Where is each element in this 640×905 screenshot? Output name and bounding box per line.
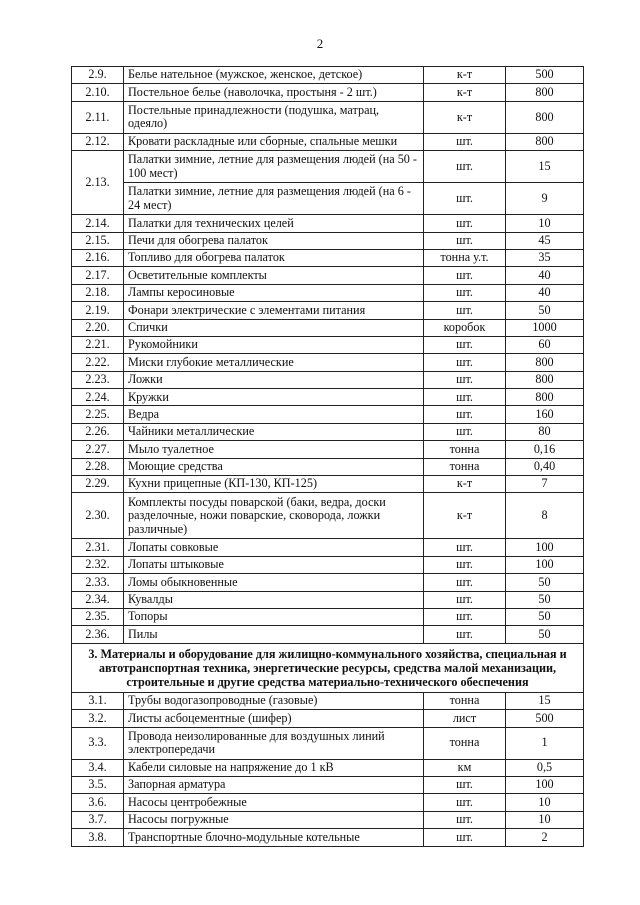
row-number: 3.1. [72, 692, 124, 709]
item-unit: лист [424, 710, 506, 727]
table-row [72, 829, 584, 846]
table-row [72, 727, 584, 759]
item-quantity: 800 [506, 84, 584, 101]
table-row [72, 336, 584, 353]
table-row [72, 406, 584, 423]
item-quantity: 800 [506, 133, 584, 150]
table-row [72, 441, 584, 458]
item-unit: шт. [424, 133, 506, 150]
table-row [72, 84, 584, 101]
item-unit: шт. [424, 371, 506, 388]
item-quantity: 0,5 [506, 759, 584, 776]
row-number: 2.33. [72, 574, 124, 591]
item-quantity: 50 [506, 591, 584, 608]
item-name: Лопаты совковые [124, 539, 424, 556]
row-number: 2.15. [72, 232, 124, 249]
row-number: 2.31. [72, 539, 124, 556]
item-quantity: 1 [506, 727, 584, 759]
table-row [72, 302, 584, 319]
item-name: Насосы погружные [124, 811, 424, 828]
row-number: 2.20. [72, 319, 124, 336]
item-unit: шт. [424, 215, 506, 232]
item-quantity: 50 [506, 608, 584, 625]
row-number: 3.8. [72, 829, 124, 846]
row-number: 2.23. [72, 371, 124, 388]
row-number: 3.6. [72, 794, 124, 811]
item-quantity: 7 [506, 476, 584, 493]
table-row [72, 371, 584, 388]
page-number: 2 [316, 36, 324, 51]
item-quantity: 35 [506, 249, 584, 266]
item-name: Фонари электрические с элементами питания [124, 302, 424, 319]
row-number: 2.10. [72, 84, 124, 101]
item-name: Моющие средства [124, 458, 424, 475]
item-quantity: 800 [506, 101, 584, 133]
item-name: Осветительные комплекты [124, 267, 424, 284]
row-number: 2.18. [72, 284, 124, 301]
row-number: 2.14. [72, 215, 124, 232]
item-unit: шт. [424, 626, 506, 643]
item-quantity: 0,16 [506, 441, 584, 458]
item-unit: коробок [424, 319, 506, 336]
table-row [72, 319, 584, 336]
item-name: Транспортные блочно-модульные котельные [124, 829, 424, 846]
item-unit: шт. [424, 423, 506, 440]
table-row [72, 267, 584, 284]
item-unit: шт. [424, 406, 506, 423]
item-name: Лампы керосиновые [124, 284, 424, 301]
row-number: 2.36. [72, 626, 124, 643]
item-name: Палатки зимние, летние для размещения людей (на 50 - 100 мест) [124, 151, 424, 183]
row-number: 2.25. [72, 406, 124, 423]
item-name: Постельное белье (наволочка, простыня - 2 шт.) [124, 84, 424, 101]
row-number: 2.22. [72, 354, 124, 371]
item-quantity: 10 [506, 215, 584, 232]
row-number: 2.27. [72, 441, 124, 458]
item-unit: шт. [424, 608, 506, 625]
item-quantity: 15 [506, 692, 584, 709]
table-row [72, 232, 584, 249]
item-unit: шт. [424, 591, 506, 608]
table-row [72, 151, 584, 183]
row-number: 2.24. [72, 389, 124, 406]
table-row [72, 389, 584, 406]
row-number: 2.26. [72, 423, 124, 440]
table-row [72, 591, 584, 608]
row-number: 2.35. [72, 608, 124, 625]
row-number: 2.32. [72, 556, 124, 573]
item-unit: тонна [424, 441, 506, 458]
item-quantity: 160 [506, 406, 584, 423]
table-row [72, 101, 584, 133]
row-number: 2.11. [72, 101, 124, 133]
item-quantity: 8 [506, 493, 584, 539]
item-unit: тонна [424, 458, 506, 475]
section-heading: 3. Материалы и оборудование для жилищно-коммунального хозяйства, специальная и автотранспортная техника, энергетические ресурсы, средства малой механизации, строительные и другие средства материально-технического обеспечения [72, 643, 584, 692]
item-quantity: 40 [506, 284, 584, 301]
item-name: Ложки [124, 371, 424, 388]
row-number: 2.28. [72, 458, 124, 475]
item-unit: к-т [424, 476, 506, 493]
item-unit: к-т [424, 493, 506, 539]
item-name: Пилы [124, 626, 424, 643]
row-number: 2.13. [72, 151, 124, 215]
item-name: Кровати раскладные или сборные, спальные мешки [124, 133, 424, 150]
table-row [72, 423, 584, 440]
item-name: Ломы обыкновенные [124, 574, 424, 591]
item-unit: шт. [424, 794, 506, 811]
item-unit: тонна у.т. [424, 249, 506, 266]
item-quantity: 15 [506, 151, 584, 183]
row-number: 2.17. [72, 267, 124, 284]
table-row [72, 692, 584, 709]
item-name: Трубы водогазопроводные (газовые) [124, 692, 424, 709]
table-row [72, 133, 584, 150]
item-quantity: 9 [506, 183, 584, 215]
table-row [72, 574, 584, 591]
item-name: Кувалды [124, 591, 424, 608]
table-row [72, 710, 584, 727]
item-unit: шт. [424, 389, 506, 406]
section-heading-row [72, 643, 584, 692]
item-name: Печи для обогрева палаток [124, 232, 424, 249]
table-row [72, 354, 584, 371]
item-quantity: 100 [506, 556, 584, 573]
item-unit: тонна [424, 692, 506, 709]
table-row [72, 476, 584, 493]
row-number: 3.7. [72, 811, 124, 828]
item-quantity: 50 [506, 626, 584, 643]
item-name: Белье нательное (мужское, женское, детское) [124, 67, 424, 84]
table-row [72, 458, 584, 475]
item-name: Палатки для технических целей [124, 215, 424, 232]
item-name: Лопаты штыковые [124, 556, 424, 573]
item-unit: шт. [424, 776, 506, 793]
item-name: Ведра [124, 406, 424, 423]
table-row [72, 493, 584, 539]
table-row [72, 249, 584, 266]
item-quantity: 800 [506, 354, 584, 371]
item-quantity: 2 [506, 829, 584, 846]
item-name: Насосы центробежные [124, 794, 424, 811]
item-quantity: 100 [506, 776, 584, 793]
item-quantity: 50 [506, 302, 584, 319]
item-name: Кабели силовые на напряжение до 1 кВ [124, 759, 424, 776]
item-unit: шт. [424, 556, 506, 573]
item-quantity: 10 [506, 811, 584, 828]
row-number: 3.2. [72, 710, 124, 727]
item-unit: шт. [424, 232, 506, 249]
item-unit: шт. [424, 811, 506, 828]
item-quantity: 50 [506, 574, 584, 591]
item-quantity: 500 [506, 710, 584, 727]
item-unit: км [424, 759, 506, 776]
item-unit: шт. [424, 539, 506, 556]
item-quantity: 800 [506, 389, 584, 406]
item-name: Мыло туалетное [124, 441, 424, 458]
item-name: Кружки [124, 389, 424, 406]
item-quantity: 80 [506, 423, 584, 440]
row-number: 3.5. [72, 776, 124, 793]
item-unit: к-т [424, 67, 506, 84]
item-quantity: 10 [506, 794, 584, 811]
items-table-body [72, 67, 584, 847]
item-name: Кухни прицепные (КП-130, КП-125) [124, 476, 424, 493]
item-name: Чайники металлические [124, 423, 424, 440]
item-quantity: 0,40 [506, 458, 584, 475]
table-row [72, 215, 584, 232]
row-number: 2.16. [72, 249, 124, 266]
item-quantity: 60 [506, 336, 584, 353]
row-number: 2.30. [72, 493, 124, 539]
item-unit: шт. [424, 267, 506, 284]
item-unit: шт. [424, 574, 506, 591]
item-name: Топливо для обогрева палаток [124, 249, 424, 266]
table-row [72, 608, 584, 625]
item-name: Провода неизолированные для воздушных линий электропередачи [124, 727, 424, 759]
item-name: Рукомойники [124, 336, 424, 353]
item-unit: шт. [424, 302, 506, 319]
item-unit: к-т [424, 101, 506, 133]
table-row [72, 759, 584, 776]
table-row [72, 284, 584, 301]
table-row [72, 626, 584, 643]
table-row [72, 67, 584, 84]
item-name: Топоры [124, 608, 424, 625]
row-number: 3.3. [72, 727, 124, 759]
row-number: 2.34. [72, 591, 124, 608]
row-number: 2.21. [72, 336, 124, 353]
item-name: Комплекты посуды поварской (баки, ведра, доски разделочные, ножи поварские, сковорода, ложки различные) [124, 493, 424, 539]
item-name: Палатки зимние, летние для размещения людей (на 6 - 24 мест) [124, 183, 424, 215]
row-number: 2.29. [72, 476, 124, 493]
item-quantity: 40 [506, 267, 584, 284]
item-quantity: 800 [506, 371, 584, 388]
item-name: Миски глубокие металлические [124, 354, 424, 371]
item-name: Листы асбоцементные (шифер) [124, 710, 424, 727]
item-unit: шт. [424, 151, 506, 183]
item-name: Постельные принадлежности (подушка, матрац, одеяло) [124, 101, 424, 133]
item-quantity: 1000 [506, 319, 584, 336]
row-number: 3.4. [72, 759, 124, 776]
row-number: 2.9. [72, 67, 124, 84]
table-row [72, 556, 584, 573]
table-row [72, 794, 584, 811]
item-unit: тонна [424, 727, 506, 759]
items-table [71, 66, 584, 847]
item-quantity: 100 [506, 539, 584, 556]
row-number: 2.12. [72, 133, 124, 150]
table-row [72, 776, 584, 793]
table-row [72, 183, 584, 215]
item-unit: шт. [424, 354, 506, 371]
item-unit: шт. [424, 829, 506, 846]
item-unit: шт. [424, 284, 506, 301]
item-unit: к-т [424, 84, 506, 101]
table-row [72, 811, 584, 828]
table-row [72, 539, 584, 556]
item-name: Спички [124, 319, 424, 336]
item-quantity: 500 [506, 67, 584, 84]
item-quantity: 45 [506, 232, 584, 249]
item-unit: шт. [424, 183, 506, 215]
item-unit: шт. [424, 336, 506, 353]
item-name: Запорная арматура [124, 776, 424, 793]
row-number: 2.19. [72, 302, 124, 319]
